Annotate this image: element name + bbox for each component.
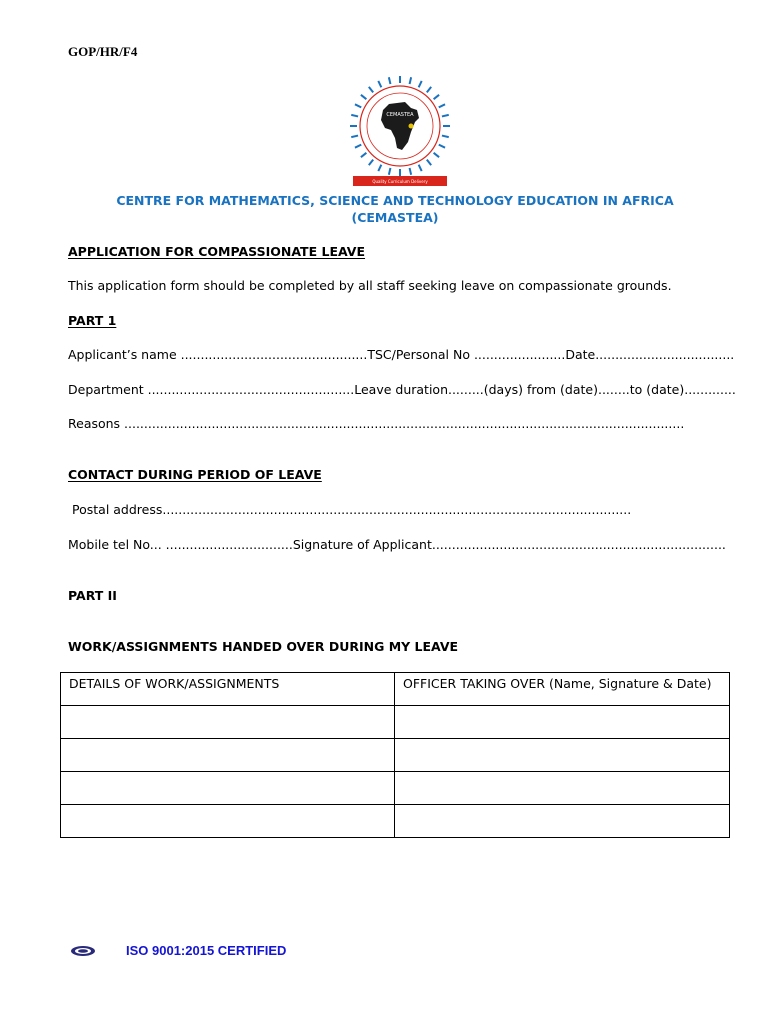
table-header-cell: OFFICER TAKING OVER (Name, Signature & Date) [395,673,730,706]
table-cell[interactable] [395,739,730,772]
table-row [61,739,730,772]
logo-ray [434,95,439,99]
logo-ray [442,136,449,138]
logo-ray [410,168,412,175]
organization-acronym: (CEMASTEA) [351,210,439,225]
logo-ray [355,104,361,107]
logo-ray [427,160,431,165]
logo-ray [361,153,366,157]
iso-oval-icon [70,945,96,957]
form-intro: This application form should be completed by all staff seeking leave on compassionate grounds. [68,278,672,293]
table-cell[interactable] [395,805,730,838]
logo-ray [439,145,445,148]
table-cell[interactable] [395,772,730,805]
mobile-signature-line[interactable]: Mobile tel No... ................................Signature of Applicant.......................................................................... [68,537,726,552]
logo-ray [419,165,422,171]
logo-ray [410,77,412,84]
logo-motto: Quality Curriculum Delivery [372,179,428,184]
logo-ray [369,160,373,165]
table-header-cell: DETAILS OF WORK/ASSIGNMENTS [61,673,395,706]
table-header-row [61,673,730,706]
table-row [61,772,730,805]
logo-ray [351,136,358,138]
logo-ray [389,168,391,175]
form-title: APPLICATION FOR COMPASSIONATE LEAVE [68,244,366,259]
logo-ray [434,153,439,157]
logo-ray [351,115,358,117]
logo-ray [427,87,431,92]
reasons-line[interactable]: Reasons ............................................................................................................................................. [68,416,685,431]
table-cell[interactable] [61,772,395,805]
logo-inner-text: CEMASTEA [386,112,414,118]
table-cell[interactable] [61,706,395,739]
work-handover-heading: WORK/ASSIGNMENTS HANDED OVER DURING MY LEAVE [68,639,459,654]
table-row [61,805,730,838]
logo-ray [355,145,361,148]
document-reference: GOP/HR/F4 [68,44,138,59]
part2-heading: PART II [68,588,117,603]
table-row [61,706,730,739]
cemastea-logo [345,74,455,194]
table-cell[interactable] [395,706,730,739]
logo-ray [389,77,391,84]
logo-ray [378,81,381,87]
logo-ray [378,165,381,171]
organization-name: CENTRE FOR MATHEMATICS, SCIENCE AND TECHNOLOGY EDUCATION IN AFRICA [116,193,674,208]
logo-ray [361,95,366,99]
postal-address-line[interactable]: Postal address...................................................................................................................... [72,502,632,517]
part1-heading: PART 1 [68,313,117,328]
logo-ray [369,87,373,92]
iso-certification: ISO 9001:2015 CERTIFIED [126,943,287,958]
department-line[interactable]: Department ....................................................Leave duration.........(days) from (date)........to (date)............. [68,382,736,397]
logo-ray [419,81,422,87]
table-cell[interactable] [61,739,395,772]
contact-heading: CONTACT DURING PERIOD OF LEAVE [68,467,322,482]
logo-ray [442,115,449,117]
work-handover-table [60,672,730,838]
applicant-name-line[interactable]: Applicant’s name ...............................................TSC/Personal No .......................Date................................... [68,347,735,362]
table-cell[interactable] [61,805,395,838]
logo-ray [439,104,445,107]
